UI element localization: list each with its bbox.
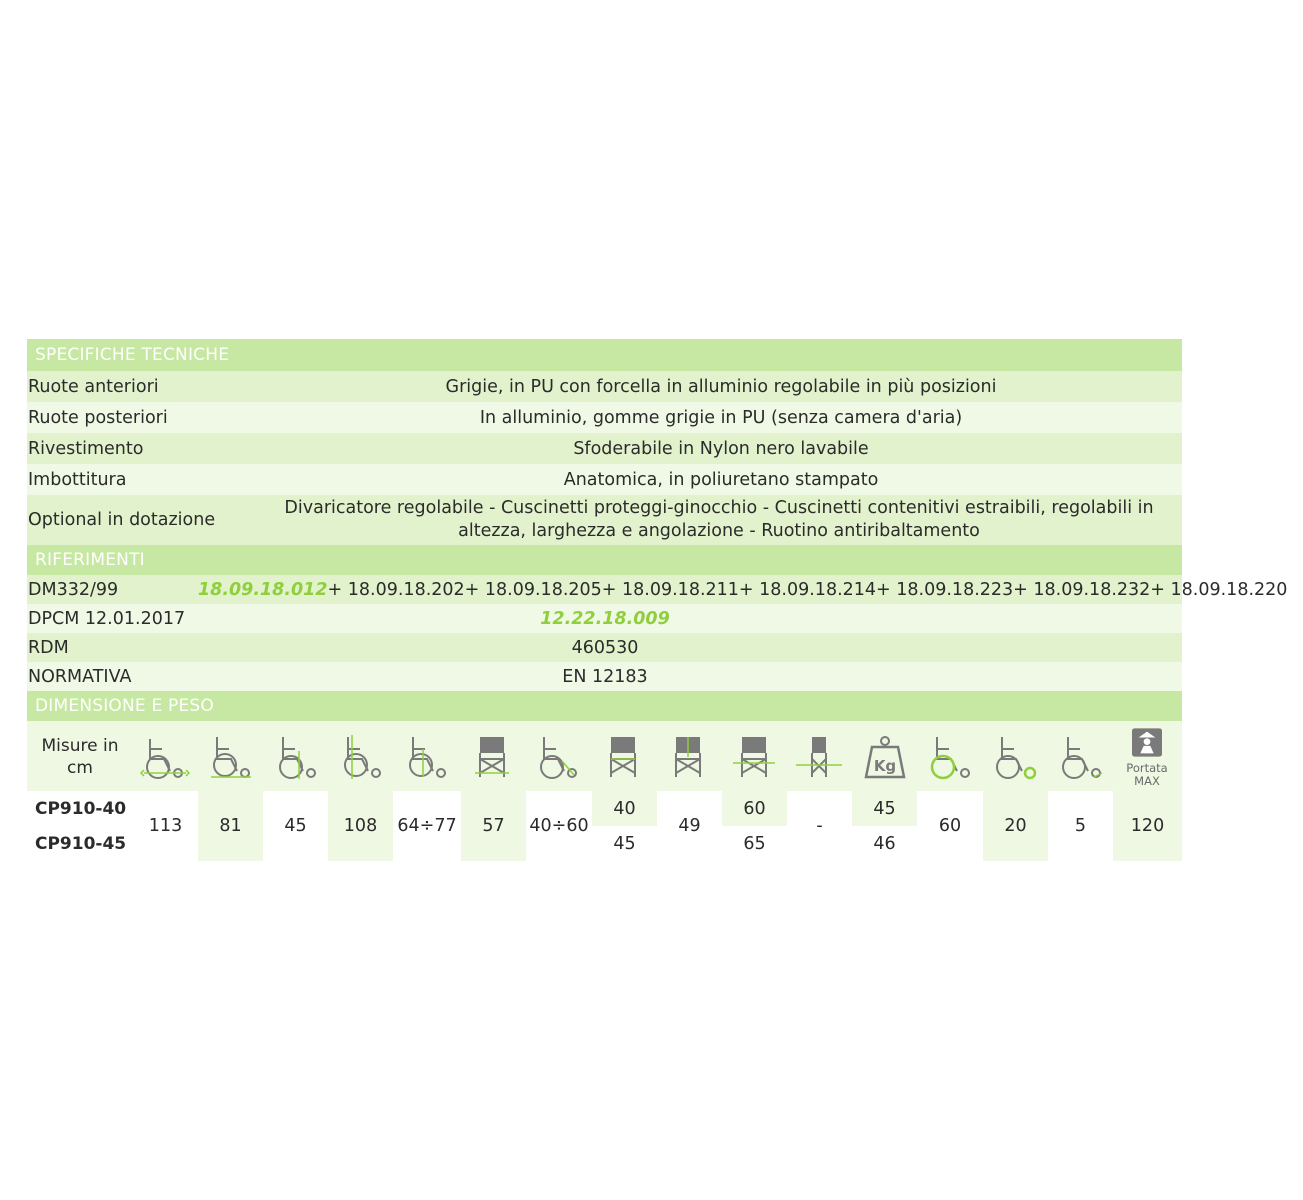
ref-value-dpcm: 12.22.18.009 — [540, 608, 670, 629]
total-height-icon — [203, 733, 257, 781]
total-width-icon — [465, 733, 519, 781]
dimension-table — [27, 721, 1182, 861]
dimension-value: 45 — [852, 791, 917, 826]
ref-label: NORMATIVA — [28, 666, 132, 687]
armrest-height-icon — [399, 733, 453, 781]
spec-table — [27, 371, 1182, 545]
dm-code: + 18.09.18.214 — [738, 579, 877, 600]
units-label — [27, 735, 133, 779]
spec-sheet — [27, 339, 1288, 861]
dm-code: + 18.09.18.211 — [601, 579, 739, 600]
backrest-width-icon — [661, 733, 715, 781]
ref-value: EN 12183 — [562, 666, 648, 687]
dimension-value: - — [816, 816, 823, 836]
tilt-angle-icon — [1054, 733, 1108, 781]
dm-code-primary: 18.09.18.012 — [198, 579, 328, 600]
dimension-value: 45 — [284, 816, 307, 836]
dm-code: + 18.09.18.223 — [876, 579, 1014, 600]
dimension-value: 120 — [1113, 791, 1182, 861]
backrest-height-icon — [727, 733, 781, 781]
rear-wheel-icon — [923, 733, 977, 781]
folded-width-icon — [792, 733, 846, 781]
spec-value: Grigie, in PU con forcella in alluminio regolabile in più posizioni — [445, 376, 997, 397]
spec-label: Optional in dotazione — [28, 510, 216, 530]
weight-kg-icon — [858, 733, 912, 781]
dimension-value: 65 — [722, 826, 787, 861]
seat-height-icon — [269, 733, 323, 781]
dimension-value: 40÷60 — [529, 816, 589, 836]
seat-width-icon — [596, 733, 650, 781]
references-table — [27, 575, 1288, 691]
dimension-header — [27, 721, 1182, 791]
total-length-icon — [138, 733, 192, 781]
dm-code: + 18.09.18.232 — [1013, 579, 1151, 600]
dimension-value: 60 — [722, 791, 787, 826]
ref-label: RDM — [28, 637, 69, 658]
spec-value-line: altezza, larghezza e angolazione - Ruotino antiribaltamento — [458, 521, 980, 541]
spec-label: Rivestimento — [28, 438, 144, 459]
dimension-value: 5 — [1074, 816, 1087, 836]
dimension-value: 46 — [852, 826, 917, 861]
dimension-value: 20 — [983, 791, 1048, 861]
model-code: CP910-40 — [35, 798, 127, 819]
max-load-label-line: MAX — [1134, 774, 1160, 788]
dm-code: + 18.09.18.202 — [327, 579, 465, 600]
model-code: CP910-45 — [35, 833, 127, 854]
spec-value: In alluminio, gomme grigie in PU (senza camera d'aria) — [479, 407, 963, 428]
section-header-dimensione: DIMENSIONE E PESO — [27, 691, 1182, 721]
spec-row — [27, 464, 1182, 495]
ref-value: 460530 — [571, 637, 639, 658]
spec-row — [27, 371, 1182, 402]
dimension-value: 64÷77 — [397, 816, 457, 836]
dimension-value-pair — [852, 791, 917, 861]
front-wheel-icon — [988, 733, 1042, 781]
dm-code: + 18.09.18.220 — [1150, 579, 1288, 600]
units-label-line: cm — [67, 758, 93, 778]
spec-row — [27, 402, 1182, 433]
seat-depth-icon — [530, 733, 584, 781]
spec-value-line: Divaricatore regolabile - Cuscinetti proteggi-ginocchio - Cuscinetti contenitivi estraibili, regolabili in — [284, 498, 1154, 518]
dimension-value: 57 — [461, 791, 526, 861]
kg-label: Kg — [873, 757, 897, 775]
units-label-line: Misure in — [41, 736, 119, 756]
spec-label: Ruote anteriori — [28, 376, 159, 397]
max-load-label — [1120, 762, 1174, 788]
dimension-value-pair — [722, 791, 787, 861]
dm-code-list — [198, 580, 1303, 600]
dimension-value: 49 — [678, 816, 701, 836]
max-load-label-line: Portata — [1126, 761, 1168, 775]
dimension-value: 60 — [938, 816, 962, 836]
dimension-value: 40 — [592, 791, 657, 826]
spec-label: Ruote posteriori — [28, 407, 168, 428]
spec-row — [27, 495, 1182, 545]
dimension-value: 108 — [328, 791, 393, 861]
spec-value — [260, 497, 1182, 543]
section-header-specifiche: SPECIFICHE TECNICHE — [27, 339, 1182, 371]
ref-label: DM332/99 — [28, 579, 119, 600]
overall-height-icon — [334, 733, 388, 781]
spec-label: Imbottitura — [28, 469, 127, 490]
spec-value: Sfoderabile in Nylon nero lavabile — [573, 438, 869, 459]
ref-label: DPCM 12.01.2017 — [28, 608, 186, 629]
ref-row-rdm — [27, 633, 1182, 662]
dimension-value: 45 — [592, 826, 657, 861]
dm-code: + 18.09.18.205 — [464, 579, 602, 600]
dimension-value: 81 — [198, 791, 263, 861]
ref-row-dpcm — [27, 604, 1182, 633]
ref-row-normativa — [27, 662, 1182, 691]
section-header-riferimenti: RIFERIMENTI — [27, 545, 1182, 575]
dimension-value-pair — [592, 791, 657, 861]
dimension-values — [27, 791, 1182, 861]
spec-value: Anatomica, in poliuretano stampato — [563, 469, 879, 490]
ref-row-dm — [27, 575, 1288, 604]
max-load-icon — [1120, 725, 1174, 765]
spec-row — [27, 433, 1182, 464]
dimension-value: 113 — [148, 816, 183, 836]
